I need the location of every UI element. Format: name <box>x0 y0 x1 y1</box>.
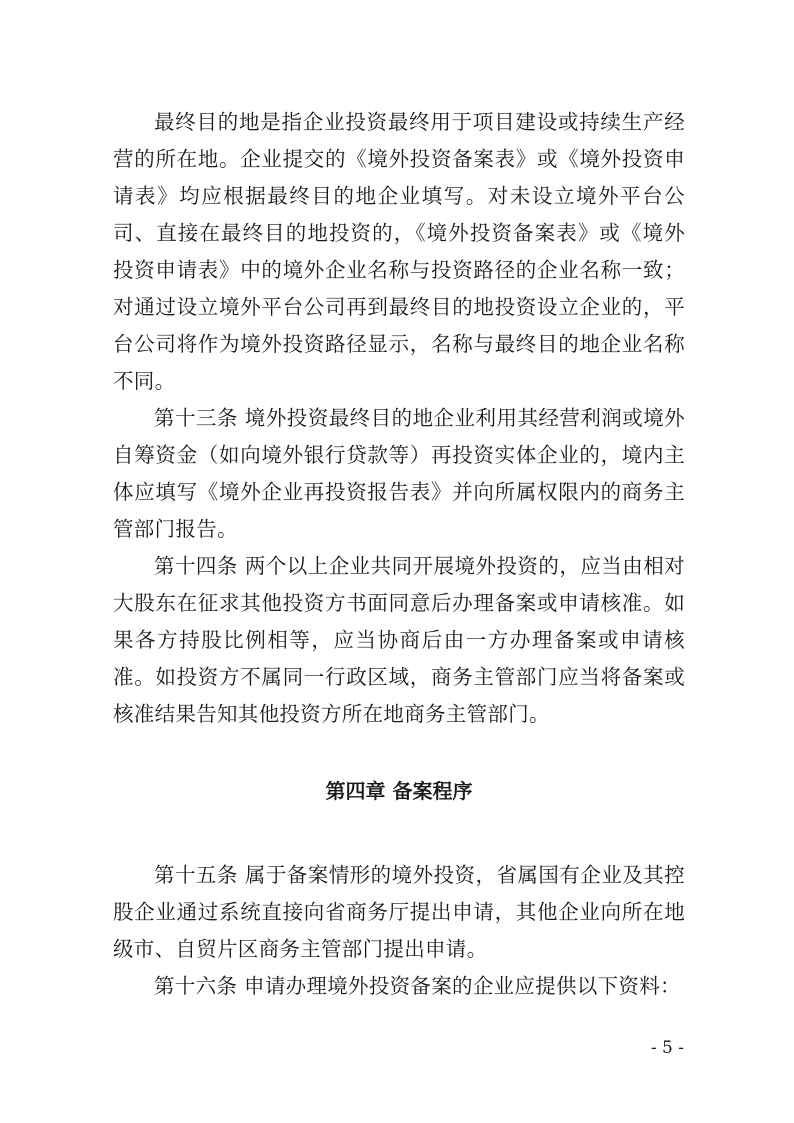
paragraph-final-destination: 最终目的地是指企业投资最终用于项目建设或持续生产经营的所在地。企业提交的《境外投资备案表》或《境外投资申请表》均应根据最终目的地企业填写。对未设立境外平台公司、直接在最终目的地投资的，《境外投资备案表》或《境外投资申请表》中的境外企业名称与投资路径的企业名称一致；对通过设立境外平台公司再到最终目的地投资设立企业的，平台公司将作为境外投资路径显示，名称与最终目的地企业名称不同。 <box>113 110 685 393</box>
paragraph-article-15: 第十五条 属于备案情形的境外投资，省属国有企业及其控股企业通过系统直接向省商务厅提出申请，其他企业向所在地级市、自贸片区商务主管部门提出申请。 <box>113 863 685 961</box>
page-number: - 5 - <box>650 1038 684 1058</box>
chapter-heading: 第四章 备案程序 <box>325 779 473 803</box>
paragraph-article-14: 第十四条 两个以上企业共同开展境外投资的，应当由相对大股东在征求其他投资方书面同意后办理备案或申请核准。如果各方持股比例相等，应当协商后由一方办理备案或申请核准。如投资方不属同一行政区域，商务主管部门应当将备案或核准结果告知其他投资方所在地商务主管部门。 <box>113 554 685 726</box>
paragraph-article-13: 第十三条 境外投资最终目的地企业利用其经营利润或境外自筹资金（如向境外银行贷款等）再投资实体企业的，境内主体应填写《境外企业再投资报告表》并向所属权限内的商务主管部门报告。 <box>113 406 685 541</box>
paragraph-article-16: 第十六条 申请办理境外投资备案的企业应提供以下资料： <box>154 974 681 998</box>
page-content <box>113 104 685 1005</box>
